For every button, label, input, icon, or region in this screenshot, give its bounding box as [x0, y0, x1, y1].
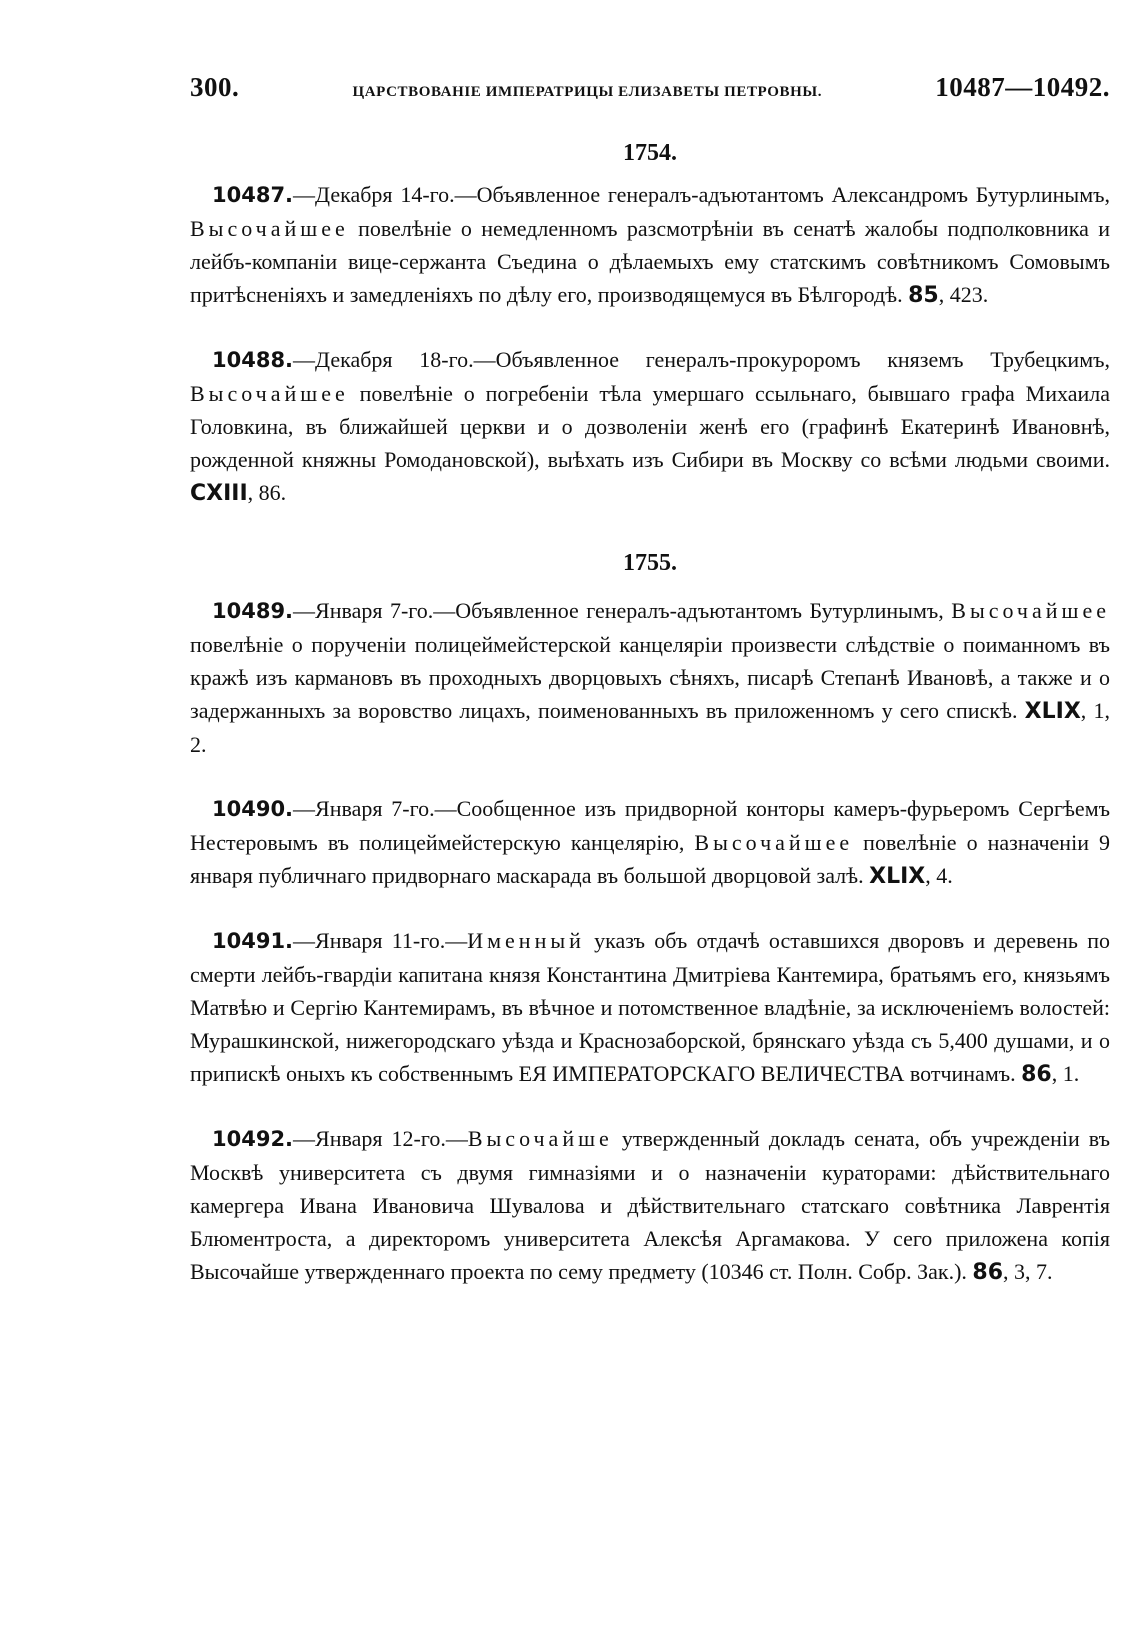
section-1754 — [190, 178, 1110, 510]
entry-text: —Января 11-го.— — [293, 928, 468, 953]
page-number: 300. — [190, 72, 240, 102]
volume-reference: XLIX — [1024, 699, 1081, 724]
entry-text: —Января 12-го.— — [293, 1126, 468, 1151]
document-page — [190, 72, 1110, 1289]
entry-text: утвержденный докладъ сената, объ учрежденіи въ Москвѣ университета съ двумя гимназіями и о назначеніи кураторами: дѣйствительнаго камергера Ивана Ивановича Шувалова и дѣйствительнаго статскаго совѣтника Лаврентія Блюментроста, а директоромъ университета Алексѣя Аргамакова. У сего приложена копія Высочайше утвержденнаго проекта по сему предмету (10346 ст. Полн. Собр. Зак.). — [190, 1126, 1111, 1284]
entry-number: 10492. — [212, 1127, 294, 1151]
page-reference: , 1, 2. — [190, 698, 1110, 757]
volume-reference: 86 — [972, 1260, 1004, 1285]
entry-10491 — [190, 924, 1110, 1091]
entry-number: 10487. — [212, 183, 294, 207]
entry-number: 10488. — [212, 348, 294, 372]
entry-number: 10491. — [212, 929, 294, 953]
entry-text: —Января 7-го.—Сообщенное изъ придворной конторы камеръ-фурьеромъ Сергѣемъ Нестеровымъ въ полицеймейстерскую канцелярію, — [190, 796, 1110, 855]
entry-text: указъ объ отдачѣ оставшихся дворовъ и деревень по смерти лейбъ-гвардіи капитана князя Константина Дмитріева Кантемира, братьямъ его, князьямъ Матвѣю и Сергію Кантемирамъ, въ вѣчное и потомственное владѣніе, за исключеніемъ волостей: Мурашкинской, нижегородскаго уѣзда и Краснозаборской, брянскаго уѣзда съ 5,400 душами, и о припискѣ оныхъ къ собственнымъ ЕЯ ИМПЕРАТОРСКАГО ВЕЛИЧЕСТВА вотчинамъ. — [190, 928, 1111, 1086]
entry-text: —Января 7-го.—Объявленное генералъ-адъютантомъ Бутурлинымъ, — [293, 598, 952, 623]
entry-number: 10490. — [212, 797, 294, 821]
year-heading-1755: 1755. — [623, 550, 677, 576]
entry-text: повелѣніе о порученіи полицеймейстерской канцеляріи произвести слѣдствіе о поиманномъ въ кражѣ изъ кармановъ въ проходныхъ дворцовыхъ сѣняхъ, писарѣ Степанѣ Ивановѣ, а также и о задержанныхъ за воровство лицахъ, поименованныхъ въ приложенномъ у сего спискѣ. — [190, 632, 1110, 723]
entry-text: —Декабря 14-го.—Объявленное генералъ-адъютантомъ Александромъ Бутурлинымъ, — [293, 182, 1110, 207]
page-reference: , 423. — [938, 282, 989, 307]
page-reference: , 4. — [925, 863, 953, 888]
entry-emphasis: Высочайшее — [951, 598, 1110, 623]
page-reference: , 86. — [247, 480, 287, 505]
entry-emphasis: Высочайшее — [190, 381, 349, 406]
entry-10488 — [190, 343, 1110, 510]
entry-emphasis: Высочайше — [467, 1126, 613, 1151]
entry-emphasis: Высочайшее — [190, 216, 349, 241]
volume-reference: CXIII — [190, 481, 248, 506]
entry-10492 — [190, 1122, 1110, 1289]
entry-10490 — [190, 792, 1110, 893]
running-title: ЦАРСТВОВАНІЕ ИМПЕРАТРИЦЫ ЕЛИЗАВЕТЫ ПЕТРОВНЫ. — [352, 84, 823, 100]
volume-reference: 86 — [1021, 1062, 1052, 1087]
entry-emphasis: Именный — [467, 928, 585, 953]
entry-text: —Декабря 18-го.—Объявленное генералъ-прокуроромъ княземъ Трубецкимъ, — [293, 347, 1110, 372]
entry-text: повелѣніе о назначеніи 9 января публичнаго придворнаго маскарада въ большой дворцовой залѣ. — [190, 830, 1110, 888]
page-reference: , 1. — [1051, 1061, 1080, 1086]
entry-10487 — [190, 178, 1110, 312]
entry-text: повелѣніе о немедленномъ разсмотрѣніи въ сенатѣ жалобы подполковника и лейбъ-компаніи вице-сержанта Съедина о дѣлаемыхъ ему статскимъ совѣтникомъ Сомовымъ притѣсненіяхъ и замедленіяхъ по дѣлу его, производящемуся въ Бѣлгородѣ. — [190, 216, 1110, 307]
running-header — [190, 72, 1110, 112]
entry-text: повелѣніе о погребеніи тѣла умершаго ссыльнаго, бывшаго графа Михаила Головкина, въ ближайшей церкви и о дозволеніи женѣ его (графинѣ Екатеринѣ Ивановнѣ, рожденной княжны Ромодановской), выѣхать изъ Сибири въ Москву со всѣми людьми своими. — [190, 381, 1110, 472]
page-reference: , 3, 7. — [1003, 1259, 1053, 1284]
entry-range: 10487—10492. — [935, 72, 1110, 102]
section-1755 — [190, 594, 1110, 1289]
volume-reference: 85 — [908, 283, 939, 308]
entry-10489 — [190, 594, 1110, 761]
entry-emphasis: Высочайшее — [694, 830, 854, 855]
volume-reference: XLIX — [869, 864, 926, 889]
entry-number: 10489. — [212, 599, 294, 623]
year-heading-1754: 1754. — [623, 140, 677, 166]
